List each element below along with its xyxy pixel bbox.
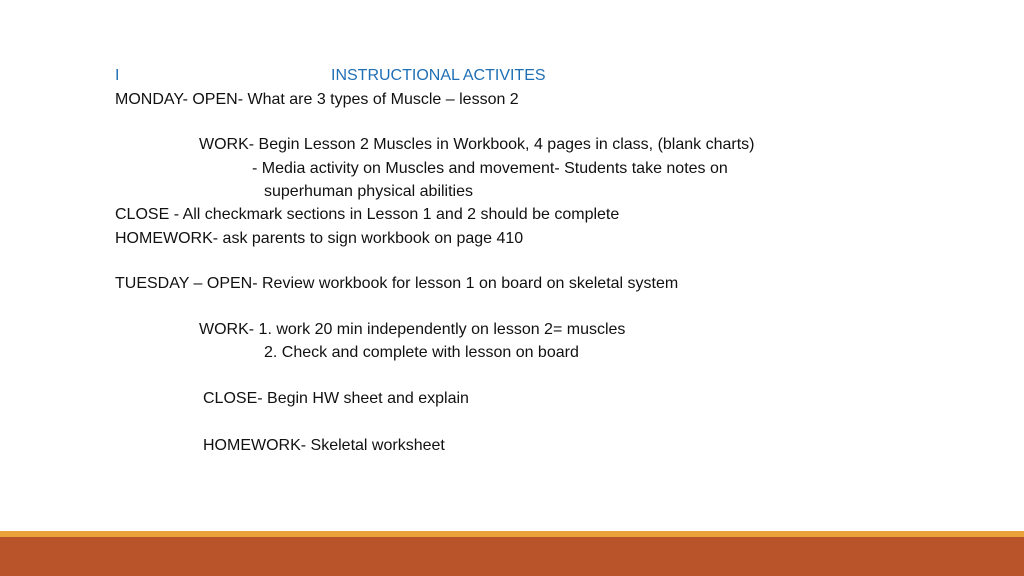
heading-marker: I xyxy=(115,67,120,84)
tuesday-homework-line: HOMEWORK- Skeletal worksheet xyxy=(203,437,445,454)
slide-title: INSTRUCTIONAL ACTIVITES xyxy=(331,67,546,84)
monday-media-line: - Media activity on Muscles and movement- Students take notes on xyxy=(252,160,728,177)
monday-homework-line: HOMEWORK- ask parents to sign workbook on page 410 xyxy=(115,230,524,247)
tuesday-work-step-2-line: 2. Check and complete with lesson on board xyxy=(264,344,579,361)
tuesday-work-line: WORK- 1. work 20 min independently on lesson 2= muscles xyxy=(199,321,626,338)
monday-open-line: MONDAY- OPEN- What are 3 types of Muscle – lesson 2 xyxy=(115,91,519,108)
monday-work-line: WORK- Begin Lesson 2 Muscles in Workbook, 4 pages in class, (blank charts) xyxy=(199,136,755,153)
tuesday-open-line: TUESDAY – OPEN- Review workbook for lesson 1 on board on skeletal system xyxy=(115,275,679,292)
monday-close-line: CLOSE - All checkmark sections in Lesson 1 and 2 should be complete xyxy=(115,206,620,223)
tuesday-close-line: CLOSE- Begin HW sheet and explain xyxy=(203,390,469,407)
footer-bar xyxy=(0,537,1024,576)
monday-media-continued-line: superhuman physical abilities xyxy=(264,183,473,200)
